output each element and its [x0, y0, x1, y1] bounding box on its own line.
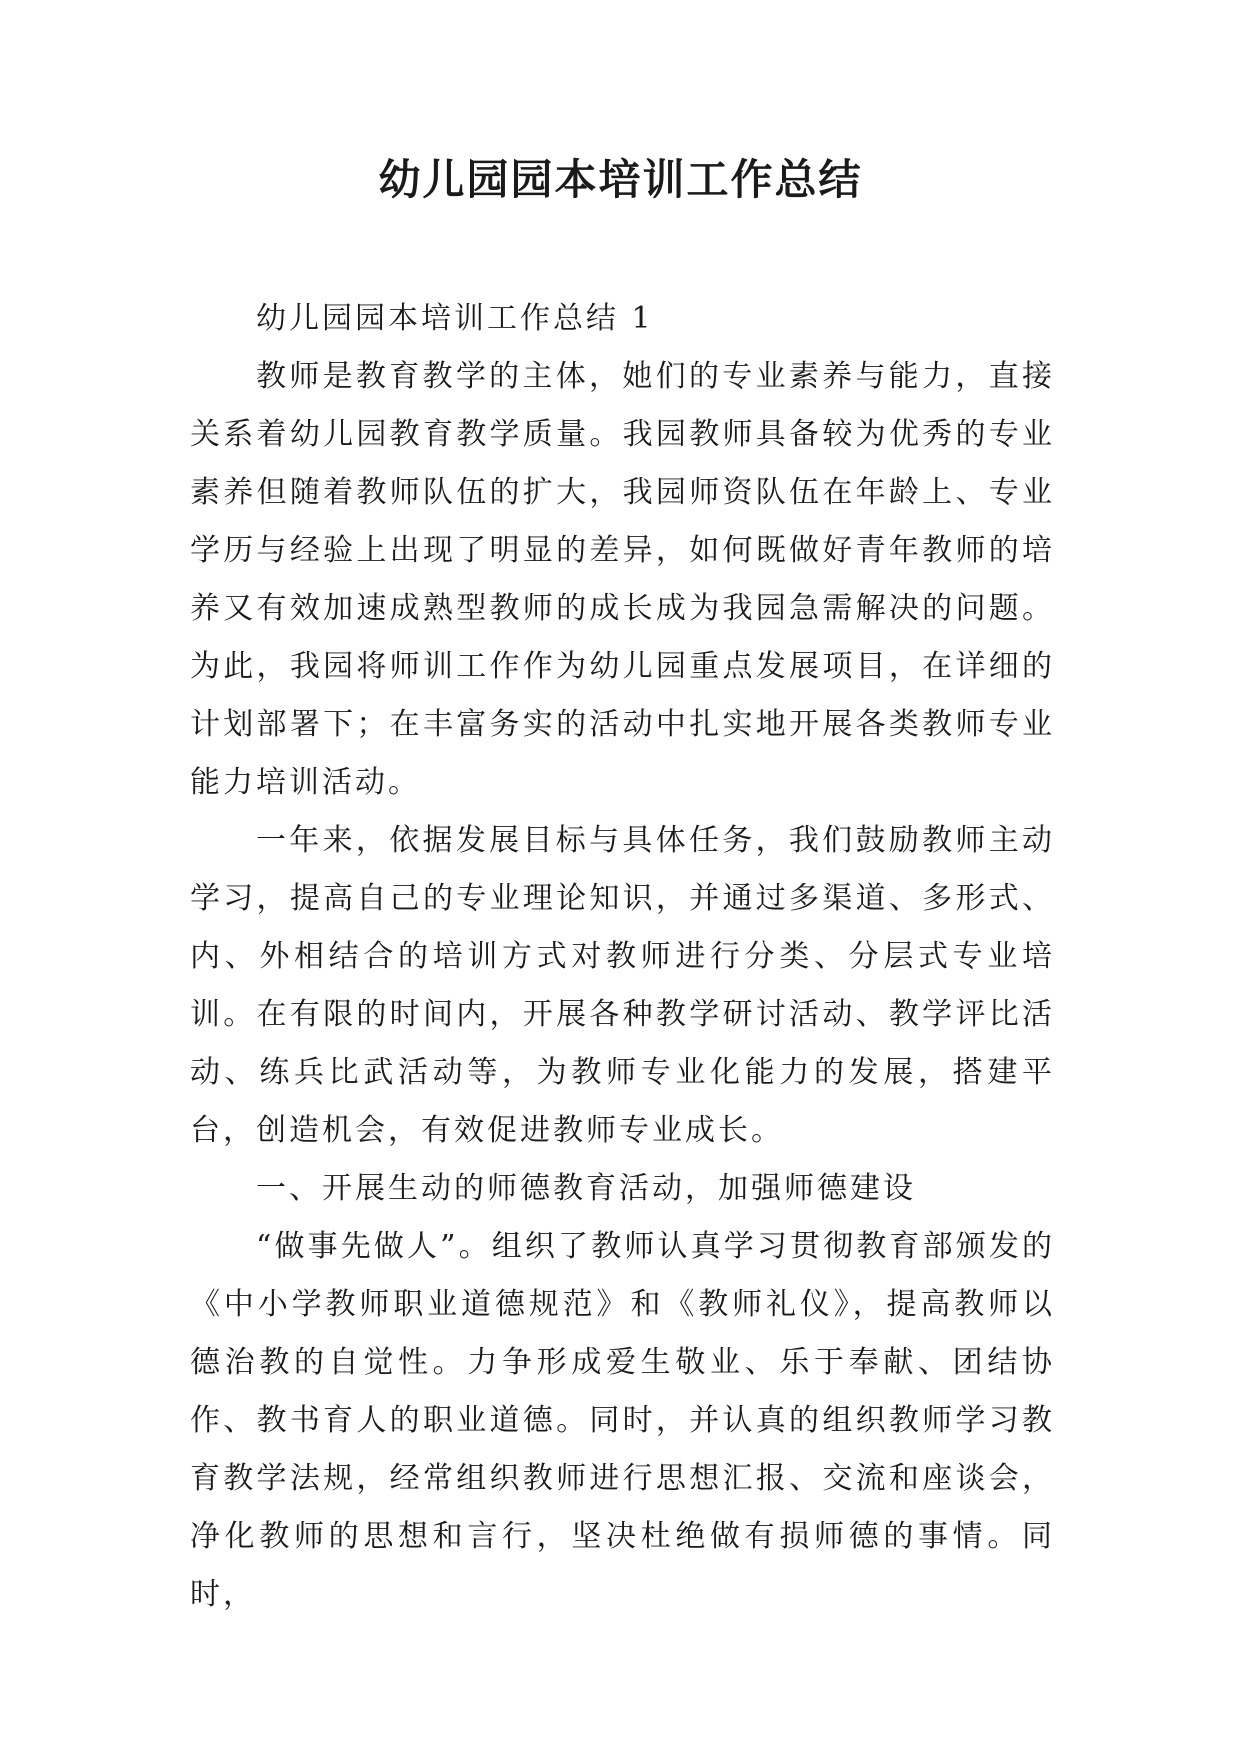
paragraph: 一年来，依据发展目标与具体任务，我们鼓励教师主动学习，提高自己的专业理论知识，并通过多渠道、多形式、内、外相结合的培训方式对教师进行分类、分层式专业培训。在有限的时间内，开展各种教学研讨活动、教学评比活动、练兵比武活动等，为教师专业化能力的发展，搭建平台，创造机会，有效促进教师专业成长。: [190, 823, 1055, 1148]
paragraph: 教师是教育教学的主体，她们的专业素养与能力，直接关系着幼儿园教育教学质量。我园教师具备较为优秀的专业素养但随着教师队伍的扩大，我园师资队伍在年龄上、专业学历与经验上出现了明显的差异，如何既做好青年教师的培养又有效加速成熟型教师的成长成为我园急需解决的问题。为此，我园将师训工作作为幼儿园重点发展项目，在详细的计划部署下；在丰富务实的活动中扎实地开展各类教师专业能力培训活动。: [190, 359, 1055, 800]
document-body: [190, 290, 1055, 1624]
section-heading: 一、开展生动的师德教育活动，加强师德建设: [256, 1171, 916, 1206]
section-heading: 幼儿园园本培训工作总结 1: [256, 301, 654, 336]
paragraph: “做事先做人”。组织了教师认真学习贯彻教育部颁发的《中小学教师职业道德规范》和《教师礼仪》，提高教师以德治教的自觉性。力争形成爱生敬业、乐于奉献、团结协作、教书育人的职业道德。同时，并认真的组织教师学习教育教学法规，经常组织教师进行思想汇报、交流和座谈会，净化教师的思想和言行，坚决杜绝做有损师德的事情。同时，: [190, 1229, 1055, 1612]
document-title: 幼儿园园本培训工作总结: [378, 155, 863, 204]
